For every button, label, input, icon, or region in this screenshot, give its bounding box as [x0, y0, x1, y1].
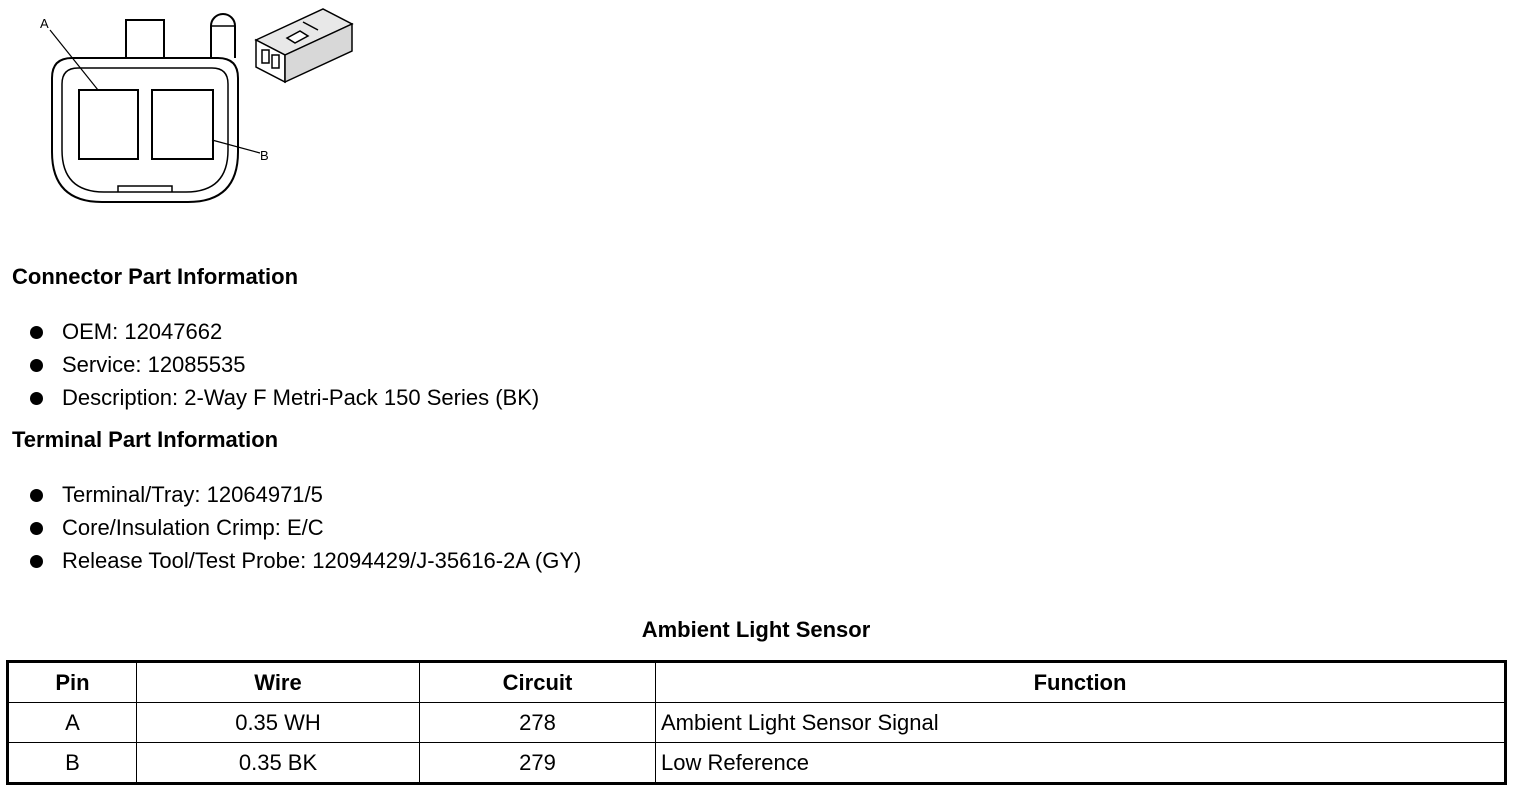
bullet-icon — [30, 555, 43, 568]
function-cell: Ambient Light Sensor Signal — [656, 703, 1506, 743]
list-item — [28, 351, 539, 384]
connector-face-diagram — [0, 0, 380, 215]
bullet-icon — [30, 359, 43, 372]
wire-cell: 0.35 BK — [137, 743, 420, 784]
column-header-wire: Wire — [137, 662, 420, 703]
connector-part-info-heading: Connector Part Information — [12, 264, 299, 289]
column-header-function: Function — [656, 662, 1506, 703]
bullet-icon — [30, 522, 43, 535]
pin-cell: A — [8, 703, 137, 743]
table-row — [8, 703, 1506, 743]
list-item — [28, 318, 539, 351]
table-header-row — [8, 662, 1506, 703]
list-item-text: OEM: 12047662 — [62, 319, 223, 344]
list-item — [28, 514, 581, 547]
function-cell: Low Reference — [656, 743, 1506, 784]
bullet-icon — [30, 326, 43, 339]
wire-cell: 0.35 WH — [137, 703, 420, 743]
bullet-icon — [30, 392, 43, 405]
list-item-text: Core/Insulation Crimp: E/C — [62, 515, 324, 540]
connector-part-info-list — [28, 318, 539, 417]
list-item — [28, 481, 581, 514]
list-item — [28, 547, 581, 580]
list-item — [28, 384, 539, 417]
list-item-text: Release Tool/Test Probe: 12094429/J-35616-2A (GY) — [62, 548, 582, 573]
bullet-icon — [30, 489, 43, 502]
list-item-text: Service: 12085535 — [62, 352, 246, 377]
connector-isometric-icon — [256, 9, 352, 82]
circuit-cell: 278 — [420, 703, 656, 743]
list-item-text: Description: 2-Way F Metri-Pack 150 Series (BK) — [62, 385, 540, 410]
pin-a-label: A — [40, 16, 49, 31]
terminal-part-info-heading: Terminal Part Information — [12, 427, 279, 452]
column-header-circuit: Circuit — [420, 662, 656, 703]
pinout-table — [6, 660, 1507, 785]
pin-cell: B — [8, 743, 137, 784]
circuit-cell: 279 — [420, 743, 656, 784]
column-header-pin: Pin — [8, 662, 137, 703]
table-title: Ambient Light Sensor — [641, 617, 871, 642]
terminal-part-info-list — [28, 481, 581, 580]
table-row — [8, 743, 1506, 784]
list-item-text: Terminal/Tray: 12064971/5 — [62, 482, 323, 507]
pin-b-label: B — [260, 148, 269, 163]
